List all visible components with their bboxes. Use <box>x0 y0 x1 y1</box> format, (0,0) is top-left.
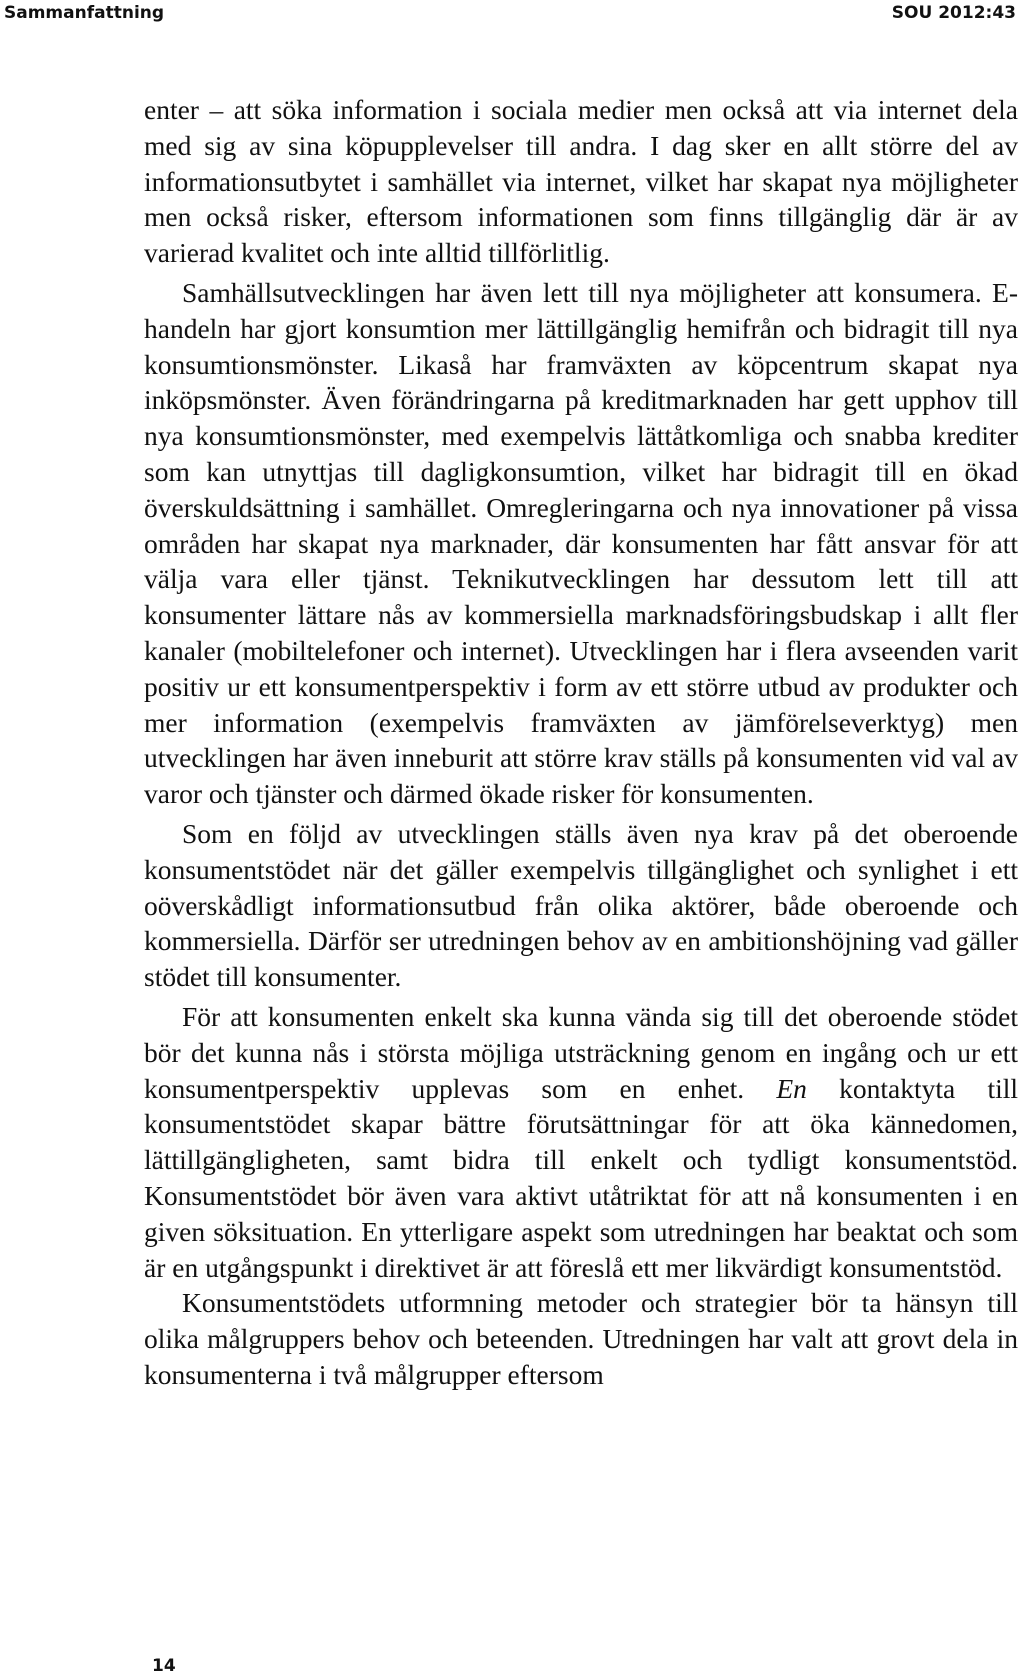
page-number: 14 <box>152 1656 176 1676</box>
paragraph-4 <box>144 999 1018 1285</box>
paragraph-2: Samhällsutvecklingen har även lett till nya möjligheter att konsumera. E-handeln har gjort konsumtion mer lättillgänglig hemifrån och bidragit till nya konsumtionsmönster. Likaså har framväxten av köpcentrum skapat nya inköpsmönster. Även förändringarna på kreditmarknaden har gett upphov till nya konsumtionsmönster, med exempelvis lättåtkomliga och snabba krediter som kan utnyttjas till dagligkonsumtion, vilket har bidragit till en ökad överskuldsättning i samhället. Omregleringarna och nya innovationer på vissa områden har skapat nya marknader, där konsumenten har fått ansvar för att välja vara eller tjänst. Teknikutvecklingen har dessutom lett till att konsumenter lättare nås av kommersiella marknadsföringsbudskap i allt fler kanaler (mobiltelefoner och internet). Utvecklingen har i flera avseenden varit positiv ur ett konsumentperspektiv i form av ett större utbud av produkter och mer information (exempelvis framväxten av jämförelseverktyg) men utvecklingen har även inneburit att större krav ställs på konsumenten vid val av varor och tjänster och därmed ökade risker för konsumenten. <box>144 276 1018 810</box>
paragraph-3: Som en följd av utvecklingen ställs även nya krav på det oberoende konsumentstödet när det gäller exempelvis tillgänglighet och synlighet i ett oöverskådligt informationsutbud från olika aktörer, både oberoende och kommersiella. Därför ser utredningen behov av en ambitionshöjning vad gäller stödet till konsumenter. <box>144 817 1018 993</box>
body-text <box>144 92 1018 1393</box>
paragraph-5: Konsumentstödets utformning metoder och strategier bör ta hänsyn till olika målgruppers behov och beteenden. Utredningen har valt att grovt dela in konsumenterna i två målgrupper eftersom <box>144 1287 1018 1390</box>
report-number: SOU 2012:43 <box>891 3 1016 23</box>
paragraph-1: enter – att söka information i sociala medier men också att via internet dela med sig av sina köpupplevelser till andra. I dag sker en allt större del av informationsutbytet i samhället via internet, vilket har skapat nya möjligheter men också risker, eftersom informationen som finns tillgänglig där är av varierad kvalitet och inte alltid tillförlitlig. <box>144 94 1018 269</box>
paragraph-4-text: För att konsumenten enkelt ska kunna vända sig till det oberoende stödet bör det kunna nås i största möjliga utsträckning genom en ingång och ur ett konsumentperspektiv upplevas som en enhet. <box>144 1000 1018 1104</box>
emphasized-word: En <box>776 1072 807 1104</box>
section-title: Sammanfattning <box>4 3 165 23</box>
paragraph-4-continuation: kontaktyta till konsumentstödet skapar bättre förutsättningar för att öka kännedomen, lättillgängligheten, samt bidra till enkelt och tydligt konsumentstöd. Konsumentstödet bör även vara aktivt utåtriktat för att nå konsumenten i en given söksituation. En ytterligare aspekt som utredningen har beaktat och som är en utgångspunkt i direktivet är att föreslå ett mer likvärdigt konsumentstöd. <box>144 1072 1019 1283</box>
running-header <box>0 0 1024 28</box>
